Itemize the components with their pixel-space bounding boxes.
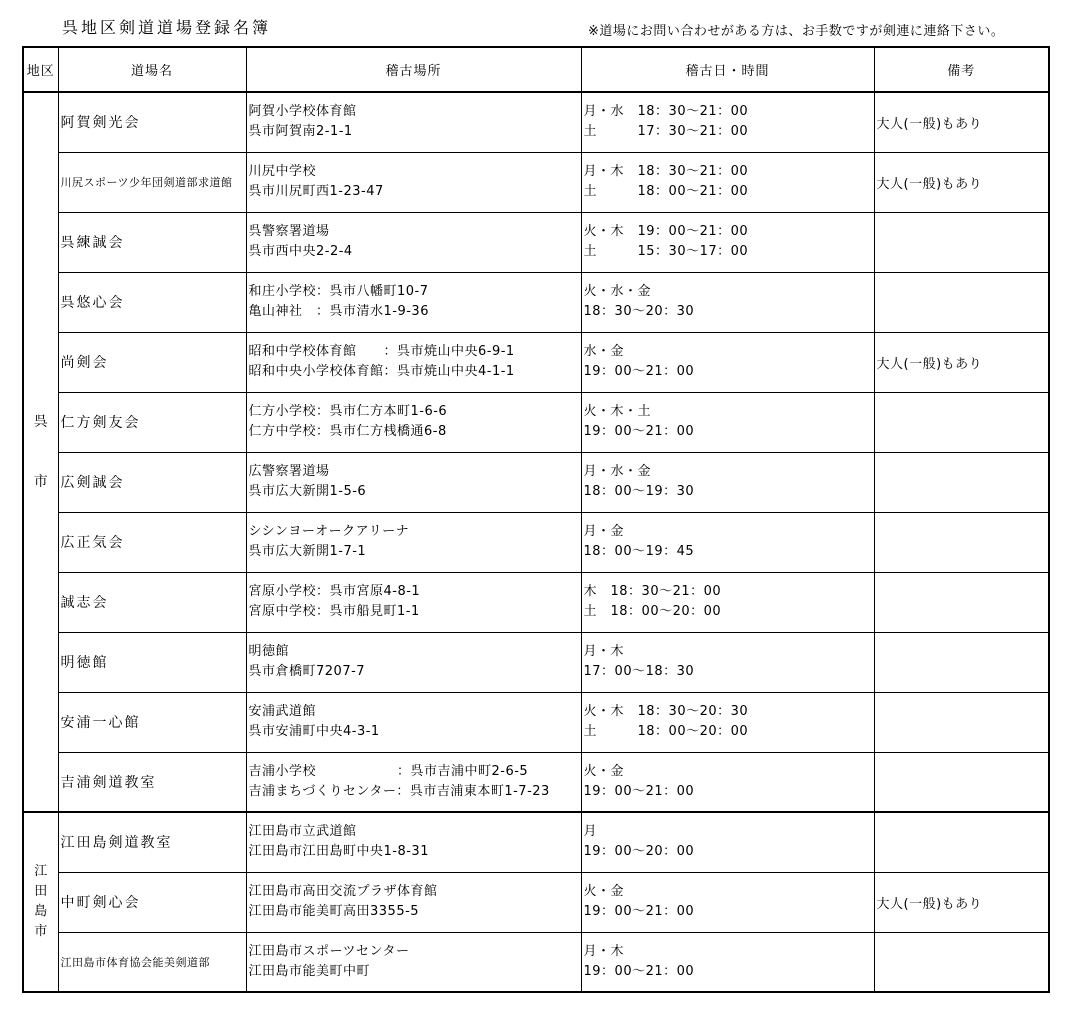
table-row	[23, 752, 1049, 812]
header-row	[23, 47, 1049, 92]
practice-place-cell	[246, 152, 581, 212]
remarks-cell	[874, 392, 1049, 452]
practice-place-cell	[246, 932, 581, 992]
remarks-cell: 大人(一般)もあり	[874, 152, 1049, 212]
practice-schedule-cell	[581, 572, 874, 632]
practice-place-cell	[246, 272, 581, 332]
practice-place-cell	[246, 392, 581, 452]
schedule-line: 17：00～18：30	[583, 664, 695, 679]
header-practice-place: 稽古場所	[246, 47, 581, 92]
remarks-cell	[874, 512, 1049, 572]
schedule-line: 19：00～21：00	[583, 963, 695, 979]
schedule-line: 火・木・土	[583, 404, 652, 419]
schedule-line: 月・水 18：30～21：00	[583, 104, 749, 120]
schedule-line: 月	[583, 824, 598, 840]
table-row	[23, 812, 1049, 872]
practice-place-cell	[246, 752, 581, 812]
schedule-line: 木 18：30～21：00	[583, 584, 722, 599]
practice-schedule-cell	[581, 392, 874, 452]
practice-schedule-cell	[581, 632, 874, 692]
dojo-name-cell: 中町剣心会	[58, 872, 246, 932]
remarks-cell	[874, 752, 1049, 812]
practice-schedule-cell	[581, 692, 874, 752]
place-line: 江田島市能美町高田3355-5	[248, 904, 420, 919]
district-section	[23, 92, 1049, 812]
dojo-name-cell: 誠志会	[58, 572, 246, 632]
table-row	[23, 212, 1049, 272]
remarks-cell	[874, 632, 1049, 692]
place-line: 明徳館	[248, 644, 290, 659]
practice-place-cell	[246, 692, 581, 752]
place-line: 安浦武道館	[248, 704, 317, 719]
remarks-cell	[874, 272, 1049, 332]
remarks-cell	[874, 692, 1049, 752]
practice-place-cell	[246, 512, 581, 572]
schedule-line: 土 18：00～20：00	[583, 604, 722, 619]
table-row	[23, 332, 1049, 392]
district-label-char: 市	[33, 474, 48, 490]
place-line: 江田島市立武道館	[248, 824, 357, 840]
district-label-char: 呉	[33, 414, 48, 430]
dojo-name-cell: 江田島剣道教室	[58, 812, 246, 872]
practice-schedule-cell	[581, 872, 874, 932]
place-line: シシンヨーオークアリーナ	[248, 524, 410, 539]
place-line: 呉市西中央2-2-4	[248, 244, 353, 259]
schedule-line: 火・金	[583, 763, 625, 779]
schedule-line: 月・水・金	[583, 464, 652, 479]
dojo-name-cell: 江田島市体育協会能美剣道部	[58, 932, 246, 992]
place-line: 呉市阿賀南2-1-1	[248, 124, 353, 140]
place-line: 江田島市能美町中町	[248, 963, 371, 979]
table-row	[23, 272, 1049, 332]
dojo-name-cell: 明徳館	[58, 632, 246, 692]
practice-schedule-cell	[581, 272, 874, 332]
place-line: 和庄小学校：呉市八幡町10-7	[248, 284, 429, 299]
place-line: 仁方中学校：呉市仁方桟橋通6-8	[248, 424, 447, 439]
place-line: 宮原小学校：呉市宮原4-8-1	[248, 584, 421, 599]
place-line: 仁方小学校：呉市仁方本町1-6-6	[248, 404, 448, 419]
practice-place-cell	[246, 452, 581, 512]
schedule-line: 水・金	[583, 344, 625, 359]
schedule-line: 火・木 19：00～21：00	[583, 224, 749, 239]
dojo-name-cell: 尚剣会	[58, 332, 246, 392]
practice-schedule-cell	[581, 212, 874, 272]
table-row	[23, 872, 1049, 932]
page-title: 呉地区剣道道場登録名簿	[62, 18, 272, 37]
district-label-char: 市	[34, 924, 48, 939]
practice-schedule-cell	[581, 932, 874, 992]
schedule-line: 土 18：00～20：00	[583, 724, 749, 739]
dojo-name-cell: 阿賀剣光会	[58, 92, 246, 152]
practice-place-cell	[246, 572, 581, 632]
practice-schedule-cell	[581, 752, 874, 812]
table-row	[23, 572, 1049, 632]
dojo-name-cell: 広剣誠会	[58, 452, 246, 512]
place-line: 呉市倉橋町7207-7	[248, 664, 366, 679]
place-line: 広警察署道場	[248, 464, 330, 479]
practice-schedule-cell	[581, 452, 874, 512]
dojo-registry-table	[22, 46, 1050, 993]
table-row	[23, 632, 1049, 692]
practice-place-cell	[246, 332, 581, 392]
schedule-line: 土 17：30～21：00	[583, 124, 749, 140]
schedule-line: 19：00～21：00	[583, 364, 695, 379]
practice-schedule-cell	[581, 812, 874, 872]
schedule-line: 土 18：00～21：00	[583, 184, 749, 199]
table-row	[23, 932, 1049, 992]
header-dojo-name: 道場名	[58, 47, 246, 92]
remarks-cell: 大人(一般)もあり	[874, 332, 1049, 392]
schedule-line: 火・木 18：30～20：30	[583, 704, 749, 719]
table-row	[23, 92, 1049, 152]
dojo-name-cell: 安浦一心館	[58, 692, 246, 752]
practice-place-cell	[246, 212, 581, 272]
district-label-char: 島	[34, 904, 48, 919]
schedule-line: 19：00～21：00	[583, 783, 695, 799]
dojo-name-cell: 川尻スポーツ少年団剣道部求道館	[58, 152, 246, 212]
place-line: 亀山神社 ：呉市清水1-9-36	[248, 304, 429, 319]
place-line: 川尻中学校	[248, 164, 317, 179]
schedule-line: 月・木	[583, 644, 625, 659]
dojo-name-cell: 仁方剣友会	[58, 392, 246, 452]
place-line: 呉警察署道場	[248, 224, 330, 239]
schedule-line: 19：00～21：00	[583, 904, 695, 919]
place-line: 昭和中学校体育館 ：呉市焼山中央6-9-1	[248, 344, 515, 359]
place-line: 江田島市スポーツセンター	[248, 943, 410, 959]
dojo-name-cell: 吉浦剣道教室	[58, 752, 246, 812]
district-label-char: 江	[34, 864, 48, 879]
schedule-line: 火・水・金	[583, 284, 652, 299]
header-remarks: 備考	[874, 47, 1049, 92]
practice-place-cell	[246, 632, 581, 692]
dojo-name-cell: 呉練誠会	[58, 212, 246, 272]
header-district: 地区	[23, 47, 58, 92]
remarks-cell: 大人(一般)もあり	[874, 872, 1049, 932]
table-row	[23, 392, 1049, 452]
place-line: 呉市広大新開1-7-1	[248, 544, 367, 559]
place-line: 江田島市江田島町中央1-8-31	[248, 844, 429, 860]
remarks-cell	[874, 812, 1049, 872]
schedule-line: 18：30～20：30	[583, 304, 695, 319]
place-line: 呉市川尻町西1-23-47	[248, 184, 384, 199]
practice-schedule-cell	[581, 512, 874, 572]
dojo-name-cell: 広正気会	[58, 512, 246, 572]
district-section	[23, 812, 1049, 992]
district-cell	[23, 812, 58, 992]
schedule-line: 火・金	[583, 884, 625, 899]
remarks-cell	[874, 572, 1049, 632]
practice-place-cell	[246, 92, 581, 152]
place-line: 呉市広大新開1-5-6	[248, 484, 367, 499]
schedule-line: 土 15：30～17：00	[583, 244, 749, 259]
header-practice-schedule: 稽古日・時間	[581, 47, 874, 92]
remarks-cell	[874, 212, 1049, 272]
remarks-cell	[874, 452, 1049, 512]
schedule-line: 19：00～21：00	[583, 424, 695, 439]
schedule-line: 18：00～19：45	[583, 544, 695, 559]
district-label-char: 田	[34, 884, 48, 899]
dojo-name-cell: 呉悠心会	[58, 272, 246, 332]
remarks-cell: 大人(一般)もあり	[874, 92, 1049, 152]
contact-note: ※道場にお問い合わせがある方は、お手数ですが剣連に連絡下さい。	[588, 24, 1005, 39]
practice-place-cell	[246, 872, 581, 932]
practice-place-cell	[246, 812, 581, 872]
remarks-cell	[874, 932, 1049, 992]
table-row	[23, 512, 1049, 572]
district-cell	[23, 92, 58, 812]
schedule-line: 18：00～19：30	[583, 484, 695, 499]
place-line: 昭和中央小学校体育館：呉市焼山中央4-1-1	[248, 364, 515, 379]
table-row	[23, 452, 1049, 512]
schedule-line: 19：00～20：00	[583, 844, 695, 860]
practice-schedule-cell	[581, 92, 874, 152]
place-line: 吉浦まちづくりセンター：呉市吉浦東本町1-7-23	[248, 783, 550, 799]
place-line: 阿賀小学校体育館	[248, 104, 357, 120]
schedule-line: 月・木 18：30～21：00	[583, 164, 749, 179]
practice-schedule-cell	[581, 152, 874, 212]
table-row	[23, 692, 1049, 752]
place-line: 吉浦小学校 ：呉市吉浦中町2-6-5	[248, 763, 529, 779]
place-line: 江田島市高田交流プラザ体育館	[248, 884, 438, 899]
place-line: 呉市安浦町中央4-3-1	[248, 724, 380, 739]
table-row	[23, 152, 1049, 212]
place-line: 宮原中学校：呉市船見町1-1	[248, 604, 420, 619]
schedule-line: 月・金	[583, 524, 625, 539]
practice-schedule-cell	[581, 332, 874, 392]
schedule-line: 月・木	[583, 943, 625, 959]
